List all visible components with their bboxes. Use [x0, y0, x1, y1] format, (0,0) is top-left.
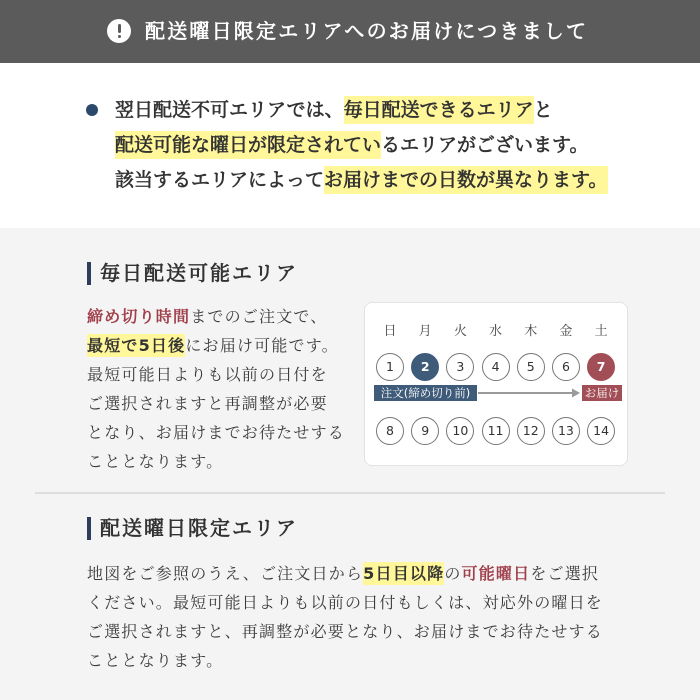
- section-heading-bar: [87, 262, 91, 285]
- text-line: ご選択されますと再調整が必要: [87, 393, 328, 413]
- notice-header: [0, 0, 700, 63]
- text-line: [87, 559, 603, 588]
- highlight-text: お届けまでの日数が異なります。: [324, 166, 607, 194]
- weekday-label: 月: [418, 324, 432, 339]
- daily-area-description: [87, 302, 345, 476]
- calendar-day: 8: [376, 417, 404, 445]
- highlight-text: 毎日配送できるエリア: [344, 96, 534, 124]
- section-heading-bar: [87, 517, 91, 540]
- intro-line-2: [115, 128, 589, 163]
- text-line: となり、お届けまでお待たせする: [87, 422, 346, 442]
- order-label: 注文(締め切り前): [374, 385, 477, 401]
- intro-line-3: [115, 163, 608, 198]
- calendar-day: 11: [482, 417, 510, 445]
- highlight-text: 配送可能な曜日が限定されてい: [115, 131, 381, 159]
- text-line: こととなります。: [87, 650, 224, 670]
- weekday-label: 火: [453, 324, 467, 339]
- calendar-day: 13: [552, 417, 580, 445]
- limited-area-description: [87, 559, 603, 675]
- plain-text: 地図をご参照のうえ、ご注文日から: [87, 563, 364, 583]
- weekday-label: 土: [594, 324, 608, 339]
- weekday-label: 木: [524, 324, 538, 339]
- text-line: ください。最短可能日よりも以前の日付もしくは、対応外の曜日を: [87, 592, 604, 612]
- weekday-label: 金: [559, 324, 573, 339]
- calendar-day: 5: [517, 353, 545, 381]
- page-title: 配送曜日限定エリアへのお届けにつきまして: [145, 19, 589, 43]
- calendar-day: 3: [446, 353, 474, 381]
- calendar-day: 6: [552, 353, 580, 381]
- weekday-label: 日: [383, 324, 397, 339]
- calendar-day-order: 2: [411, 353, 439, 381]
- daily-area-heading: 毎日配送可能エリア: [100, 261, 298, 285]
- calendar-day: 14: [587, 417, 615, 445]
- plain-text: までのご注文で、: [190, 306, 328, 326]
- highlight-text: 5日目以降: [363, 563, 445, 583]
- text-line: [87, 302, 345, 331]
- text-line: 最短可能日よりも以前の日付を: [87, 364, 328, 384]
- calendar-day-delivery: 7: [587, 353, 615, 381]
- weekday-label: 水: [489, 324, 503, 339]
- calendar-day: 1: [376, 353, 404, 381]
- delivery-label: お届け: [582, 385, 622, 401]
- intro-text: 翌日配送不可エリアでは、: [115, 98, 344, 121]
- plain-text: をご選択: [530, 563, 600, 583]
- text-line: ご選択されますと、再調整が必要となり、お届けまでお待たせする: [87, 621, 604, 641]
- delivery-calendar: [364, 302, 628, 466]
- intro-text: るエリアがございます。: [381, 133, 589, 156]
- calendar-day: 12: [517, 417, 545, 445]
- highlight-text: 最短で5日後: [87, 335, 186, 355]
- limited-area-heading: 配送曜日限定エリア: [100, 516, 298, 540]
- emphasis-text: 締め切り時間: [87, 306, 191, 326]
- section-divider: [35, 492, 665, 494]
- text-line: [87, 331, 345, 360]
- plain-text: の: [444, 563, 462, 583]
- plain-text: にお届け可能です。: [185, 335, 339, 355]
- text-line: こととなります。: [87, 451, 224, 471]
- intro-text: と: [533, 98, 553, 121]
- intro-line-1: [115, 93, 553, 128]
- calendar-week-2: [372, 417, 618, 445]
- calendar-day: 10: [446, 417, 474, 445]
- exclamation-icon: [107, 19, 131, 43]
- bullet-dot-icon: [86, 104, 98, 116]
- intro-text: 該当するエリアによって: [115, 168, 325, 191]
- intro-section: [0, 63, 700, 228]
- emphasis-text: 可能曜日: [461, 563, 531, 583]
- calendar-day: 9: [411, 417, 439, 445]
- calendar-day: 4: [482, 353, 510, 381]
